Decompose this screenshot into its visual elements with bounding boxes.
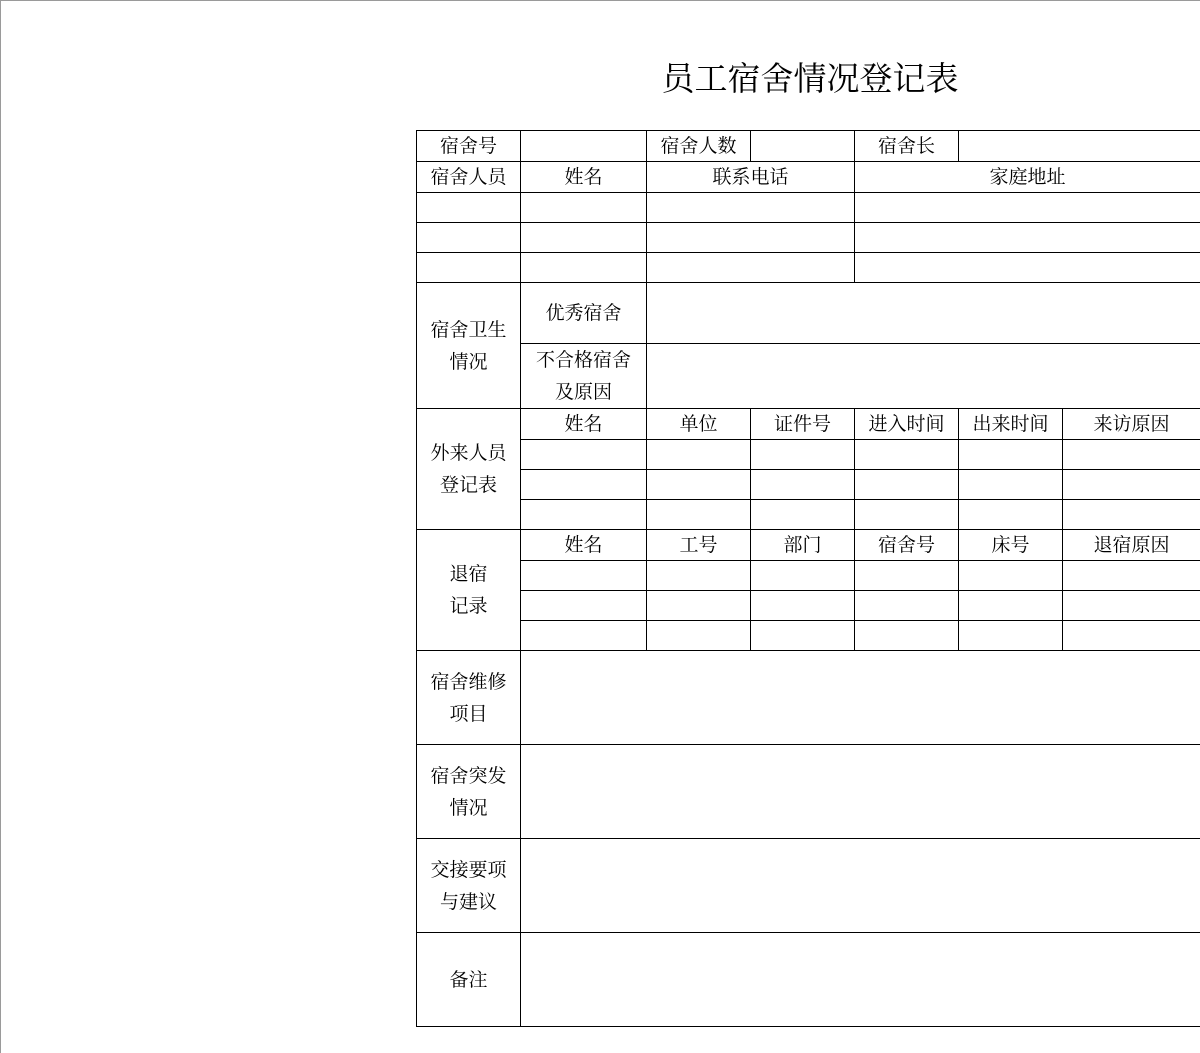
hygiene-unqualified-field[interactable] <box>647 344 1200 409</box>
checkout-label-line1: 退宿 <box>449 563 488 585</box>
hygiene-unqualified-label <box>521 344 647 409</box>
member-name-cell[interactable] <box>521 193 647 223</box>
visitor-cell[interactable] <box>855 500 959 530</box>
checkout-row <box>417 591 1200 621</box>
visitor-cell[interactable] <box>751 500 855 530</box>
checkout-cell[interactable] <box>855 621 959 651</box>
emergency-label <box>417 745 521 839</box>
member-name-cell[interactable] <box>521 223 647 253</box>
checkout-cell[interactable] <box>1063 561 1200 591</box>
checkout-cell[interactable] <box>959 621 1063 651</box>
checkout-cell[interactable] <box>521 591 647 621</box>
emergency-row <box>417 745 1200 839</box>
emergency-label-line2: 情况 <box>449 796 488 819</box>
visitors-col-unit: 单位 <box>647 409 751 440</box>
visitors-row <box>417 440 1200 470</box>
checkout-col-name: 姓名 <box>521 530 647 561</box>
visitors-col-exit-time: 出来时间 <box>959 409 1063 440</box>
members-col-name: 姓名 <box>521 162 647 193</box>
checkout-header-row <box>417 530 1200 561</box>
handover-field[interactable] <box>521 839 1200 933</box>
visitors-col-entry-time: 进入时间 <box>855 409 959 440</box>
checkout-cell[interactable] <box>751 591 855 621</box>
checkout-col-reason: 退宿原因 <box>1063 530 1200 561</box>
visitor-cell[interactable] <box>521 470 647 500</box>
remarks-row <box>417 933 1200 1027</box>
checkout-cell[interactable] <box>521 561 647 591</box>
dorm-no-label: 宿舍号 <box>417 131 521 162</box>
checkout-cell[interactable] <box>855 591 959 621</box>
visitors-header-row <box>417 409 1200 440</box>
member-address-cell[interactable] <box>855 193 1200 223</box>
emergency-field[interactable] <box>521 745 1200 839</box>
visitor-cell[interactable] <box>1063 440 1200 470</box>
member-phone-cell[interactable] <box>647 223 855 253</box>
visitor-cell[interactable] <box>1063 470 1200 500</box>
dorm-count-label: 宿舍人数 <box>647 131 751 162</box>
checkout-col-employee-no: 工号 <box>647 530 751 561</box>
hygiene-unqualified-row <box>417 344 1200 409</box>
members-row-blank <box>417 253 521 283</box>
checkout-col-dorm-no: 宿舍号 <box>855 530 959 561</box>
hygiene-label-line2: 情况 <box>449 350 488 373</box>
dorm-head-label: 宿舍长 <box>855 131 959 162</box>
members-col-address: 家庭地址 <box>855 162 1200 193</box>
checkout-cell[interactable] <box>647 591 751 621</box>
checkout-cell[interactable] <box>751 561 855 591</box>
visitor-cell[interactable] <box>751 440 855 470</box>
visitors-col-reason: 来访原因 <box>1063 409 1200 440</box>
visitors-label-line2: 登记表 <box>439 474 497 496</box>
checkout-row <box>417 621 1200 651</box>
visitor-cell[interactable] <box>855 440 959 470</box>
members-row <box>417 253 1200 283</box>
visitor-cell[interactable] <box>959 500 1063 530</box>
visitors-row <box>417 470 1200 500</box>
visitor-cell[interactable] <box>855 470 959 500</box>
repair-label-line2: 项目 <box>449 702 488 725</box>
members-row-blank <box>417 193 521 223</box>
checkout-cell[interactable] <box>1063 591 1200 621</box>
hygiene-label <box>417 283 521 409</box>
checkout-label <box>417 530 521 651</box>
member-name-cell[interactable] <box>521 253 647 283</box>
visitor-cell[interactable] <box>647 440 751 470</box>
visitors-col-id-no: 证件号 <box>751 409 855 440</box>
checkout-cell[interactable] <box>521 621 647 651</box>
visitors-row <box>417 500 1200 530</box>
checkout-cell[interactable] <box>959 561 1063 591</box>
remarks-field[interactable] <box>521 933 1200 1027</box>
members-row <box>417 223 1200 253</box>
hygiene-excellent-row <box>417 283 1200 344</box>
members-header-row <box>417 162 1200 193</box>
members-row <box>417 193 1200 223</box>
repair-label-line1: 宿舍维修 <box>430 670 507 693</box>
checkout-cell[interactable] <box>647 621 751 651</box>
hygiene-unqualified-line2: 及原因 <box>554 381 612 403</box>
dorm-count-field[interactable] <box>751 131 855 162</box>
visitor-cell[interactable] <box>647 500 751 530</box>
visitor-cell[interactable] <box>521 500 647 530</box>
hygiene-excellent-field[interactable] <box>647 283 1200 344</box>
dormitory-registration-table <box>416 130 1200 1027</box>
visitor-cell[interactable] <box>1063 500 1200 530</box>
hygiene-label-line1: 宿舍卫生 <box>430 318 507 341</box>
checkout-cell[interactable] <box>647 561 751 591</box>
repair-row <box>417 651 1200 745</box>
checkout-col-department: 部门 <box>751 530 855 561</box>
dorm-head-field[interactable] <box>959 131 1200 162</box>
visitor-cell[interactable] <box>751 470 855 500</box>
visitor-cell[interactable] <box>959 440 1063 470</box>
checkout-row <box>417 561 1200 591</box>
visitors-label-line1: 外来人员 <box>430 442 507 464</box>
dorm-no-field[interactable] <box>521 131 647 162</box>
checkout-cell[interactable] <box>1063 621 1200 651</box>
checkout-cell[interactable] <box>751 621 855 651</box>
handover-label <box>417 839 521 933</box>
member-address-cell[interactable] <box>855 223 1200 253</box>
visitor-cell[interactable] <box>647 470 751 500</box>
checkout-cell[interactable] <box>855 561 959 591</box>
hygiene-unqualified-line1: 不合格宿舍 <box>535 349 631 371</box>
header-row <box>417 131 1200 162</box>
member-phone-cell[interactable] <box>647 253 855 283</box>
handover-row <box>417 839 1200 933</box>
handover-label-line1: 交接要项 <box>430 858 507 881</box>
emergency-label-line1: 宿舍突发 <box>430 764 507 787</box>
visitor-cell[interactable] <box>959 470 1063 500</box>
checkout-col-bed-no: 床号 <box>959 530 1063 561</box>
visitors-label <box>417 409 521 530</box>
visitor-cell[interactable] <box>521 440 647 470</box>
members-label: 宿舍人员 <box>417 162 521 193</box>
repair-label <box>417 651 521 745</box>
member-phone-cell[interactable] <box>647 193 855 223</box>
members-row-blank <box>417 223 521 253</box>
document-title: 员工宿舍情况登记表 <box>661 59 959 98</box>
member-address-cell[interactable] <box>855 253 1200 283</box>
members-col-phone: 联系电话 <box>647 162 855 193</box>
handover-label-line2: 与建议 <box>439 890 497 913</box>
repair-field[interactable] <box>521 651 1200 745</box>
checkout-label-line2: 记录 <box>449 595 488 617</box>
checkout-cell[interactable] <box>959 591 1063 621</box>
visitors-col-name: 姓名 <box>521 409 647 440</box>
remarks-label: 备注 <box>417 933 521 1027</box>
hygiene-excellent-label: 优秀宿舍 <box>521 283 647 344</box>
